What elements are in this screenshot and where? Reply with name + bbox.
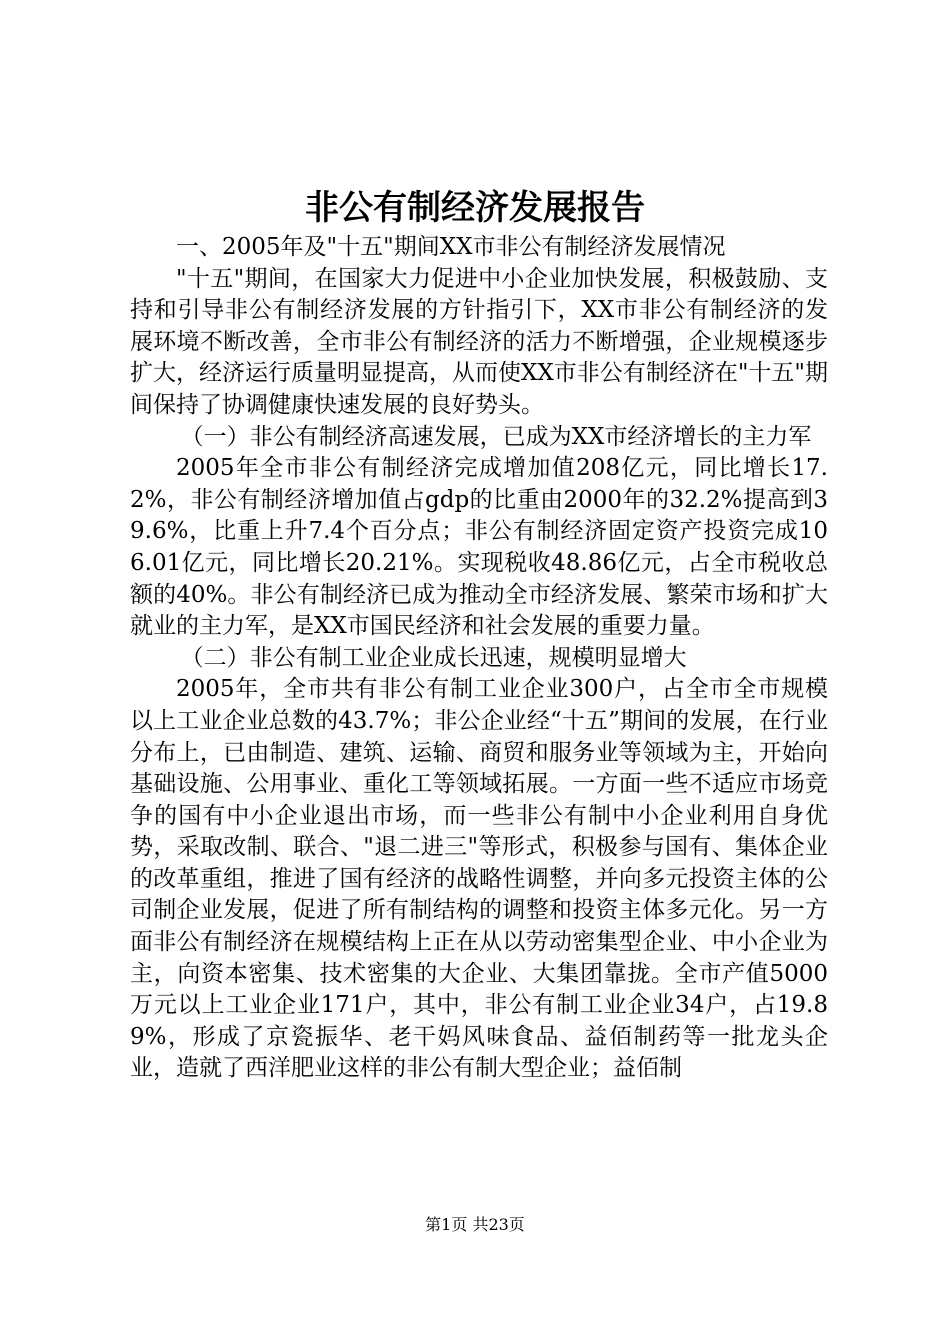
body-paragraph: 2005年，全市共有非公有制工业企业300户，占全市全市规模以上工业企业总数的43.7%；非公企业经“十五”期间的发展，在行业分布上，已由制造、建筑、运输、商贸和服务业等领域为主，开始向基础设施、公用事业、重化工等领域拓展。一方面一些不适应市场竞争的国有中小企业退出市场，而一些非公有制中小企业利用自身优势，采取改制、联合、"退二进三"等形式，积极参与国有、集体企业的改革重组，推进了国有经济的战略性调整，并向多元投资主体的公司制企业发展，促进了所有制结构的调整和投资主体多元化。另一方面非公有制经济在规模结构上正在从以劳动密集型企业、中小企业为主，向资本密集、技术密集的大企业、大集团靠拢。全市产值5000万元以上工业企业171户，其中，非公有制工业企业34户，占19.89%，形成了京瓷振华、老干妈风味食品、益佰制药等一批龙头企业，造就了西洋肥业这样的非公有制大型企业；益佰制 [130,676,828,1082]
document-body [130,232,828,1085]
section-heading-1: 一、2005年及"十五"期间XX市非公有制经济发展情况 [176,234,726,260]
body-paragraph: "十五"期间，在国家大力促进中小企业加快发展，积极鼓励、支持和引导非公有制经济发展的方针指引下，XX市非公有制经济的发展环境不断改善，全市非公有制经济的活力不断增强，企业规模逐步扩大，经济运行质量明显提高，从而使XX市非公有制经济在"十五"期间保持了协调健康快速发展的良好势头。 [130,265,828,418]
subsection-heading-2: （二）非公有制工业企业成长迅速，规模明显增大 [180,644,687,671]
document-title: 非公有制经济发展报告 [305,188,645,228]
page-number-footer: 第1页 共23页 [425,1215,525,1234]
body-paragraph: 2005年全市非公有制经济完成增加值208亿元，同比增长17.2%，非公有制经济增加值占gdp的比重由2000年的32.2%提高到39.6%，比重上升7.4个百分点；非公有制经济固定资产投资完成106.01亿元，同比增长20.21%。实现税收48.86亿元，占全市税收总额的40%。非公有制经济已成为推动全市经济发展、繁荣市场和扩大就业的主力军，是XX市国民经济和社会发展的重要力量。 [130,455,828,640]
subsection-heading-1: （一）非公有制经济高速发展，已成为XX市经济增长的主力军 [180,423,812,450]
